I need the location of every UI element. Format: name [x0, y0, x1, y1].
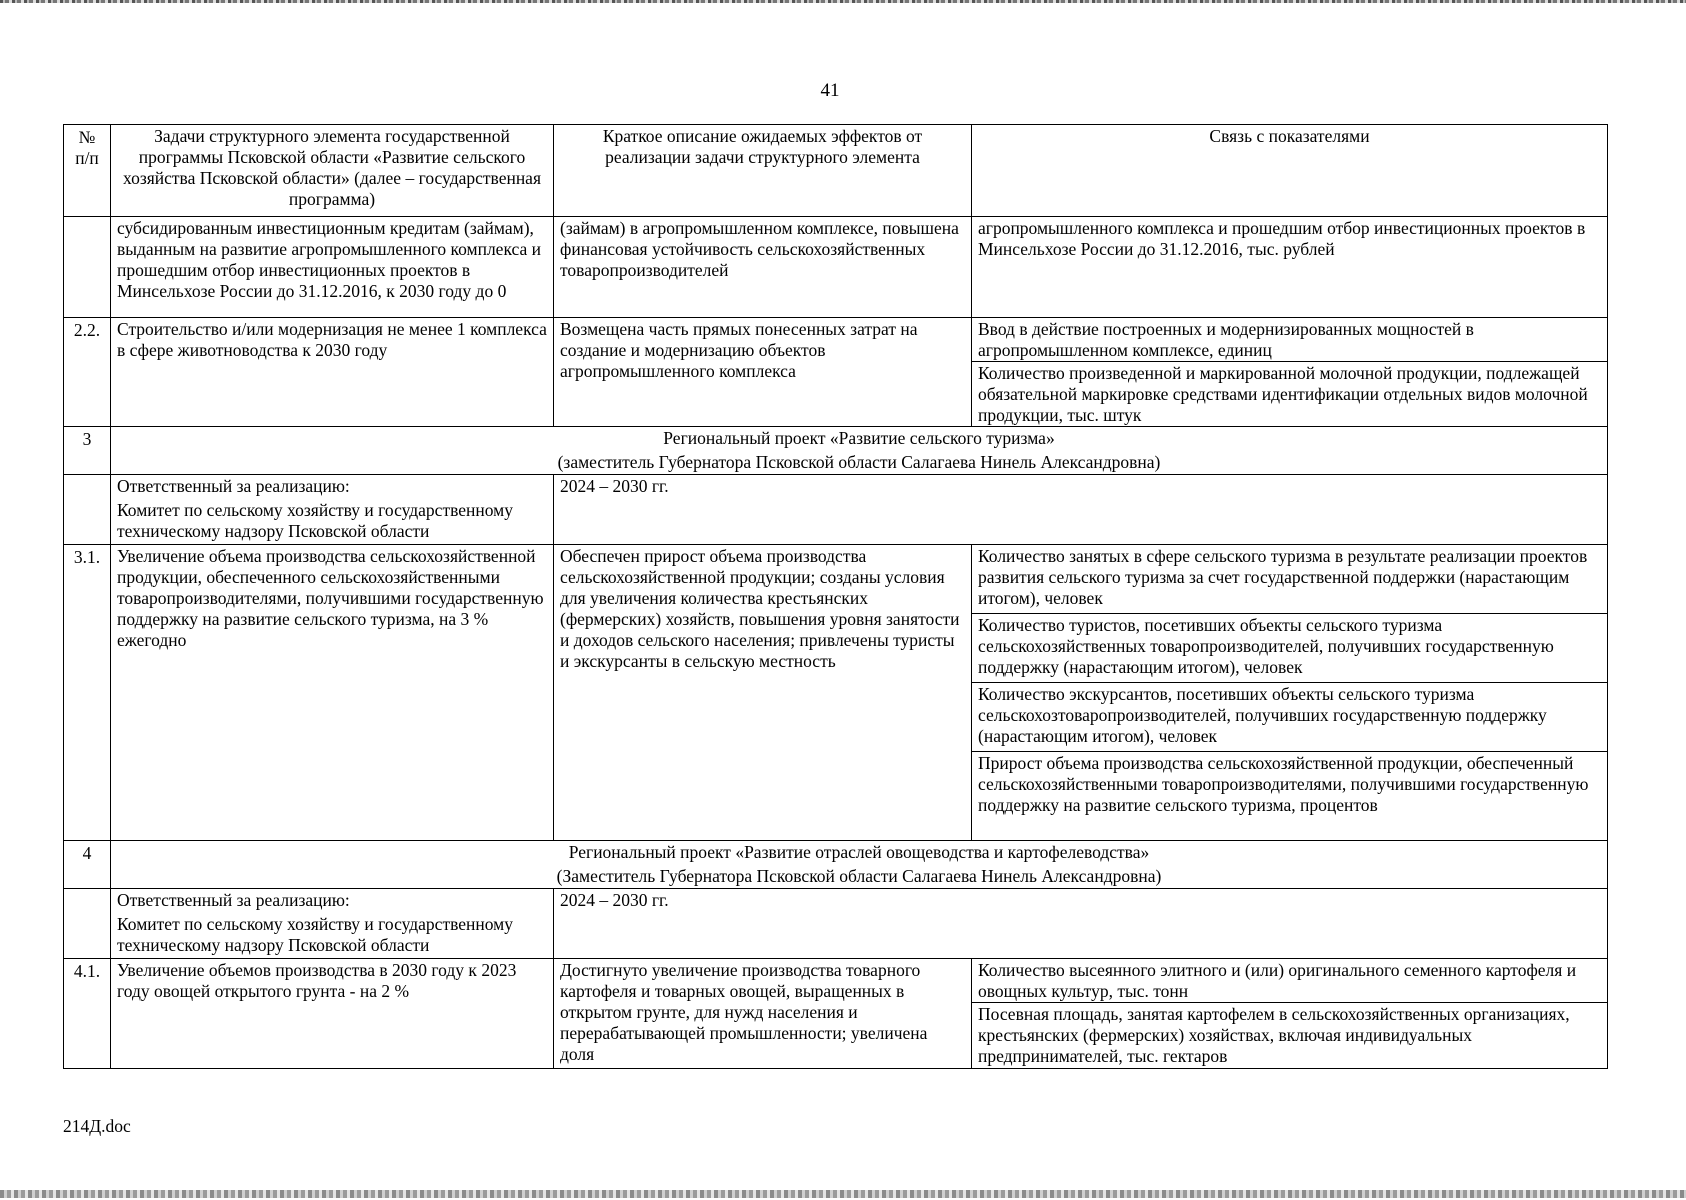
indicator-cell: Количество произведенной и маркированной молочной продукции, подлежащей обязательной маркировке средствами идентификации отдельных видов молочной продукции, тыс. штук: [972, 362, 1608, 427]
section-row: [64, 841, 1608, 889]
section-subtitle: (Заместитель Губернатора Псковской области Салагаева Нинель Александровна): [556, 866, 1162, 886]
responsible-value: Комитет по сельскому хозяйству и государственному техническому надзору Псковской области: [117, 500, 513, 541]
program-table: [63, 124, 1608, 1069]
row-num: [64, 889, 111, 959]
period-cell: 2024 – 2030 гг.: [554, 475, 1608, 545]
indicator-cell: Количество занятых в сфере сельского туризма в результате реализации проектов развития сельского туризма за счет государственной поддержки (нарастающим итогом), человек: [972, 545, 1608, 614]
task-cell: Увеличение объемов производства в 2030 году к 2023 году овощей открытого грунта - на 2 %: [111, 959, 554, 1069]
responsible-label: Ответственный за реализацию:: [117, 476, 350, 496]
footer-filename: 214Д.doc: [63, 1116, 131, 1136]
table-row: [64, 545, 1608, 614]
responsible-label: Ответственный за реализацию:: [117, 890, 350, 910]
row-num: [64, 475, 111, 545]
section-title: Региональный проект «Развитие сельского туризма»: [663, 428, 1055, 448]
effect-cell: Достигнуто увеличение производства товарного картофеля и товарных овощей, выращенных в открытом грунте, для нужд населения и перерабатывающей промышленности; увеличена доля: [554, 959, 972, 1069]
table-row: [64, 475, 1608, 545]
task-cell: субсидированным инвестиционным кредитам (займам), выданным на развитие агропромышленного комплекса и прошедшим отбор инвестиционных проектов в Минсельхозе России до 31.12.2016, к 2030 году до 0: [111, 217, 554, 318]
row-num: 3.1.: [64, 545, 111, 841]
row-num: [64, 217, 111, 318]
scan-artifact-bottom: [0, 1190, 1686, 1198]
table-row: [64, 318, 1608, 362]
indicator-cell: Ввод в действие построенных и модернизированных мощностей в агропромышленном комплексе, единиц: [972, 318, 1608, 362]
row-num: 2.2.: [64, 318, 111, 427]
indicator-cell: Прирост объема производства сельскохозяйственной продукции, обеспеченный сельскохозяйственными товаропроизводителями, получившими государственную поддержку на развитие сельского туризма, процентов: [972, 752, 1608, 841]
effect-cell: Обеспечен прирост объема производства сельскохозяйственной продукции; созданы условия для увеличения количества крестьянских (фермерских) хозяйств, повышения уровня занятости и доходов сельского населения; привлечены туристы и экскурсанты в сельскую местность: [554, 545, 972, 841]
table-row: [64, 959, 1608, 1003]
header-num: № п/п: [64, 125, 111, 217]
header-indicators: Связь с показателями: [972, 125, 1608, 217]
indicator-cell: Количество туристов, посетивших объекты сельского туризма сельскохозяйственных товаропроизводителей, получивших государственную поддержку (нарастающим итогом), человек: [972, 614, 1608, 683]
header-tasks: Задачи структурного элемента государственной программы Псковской области «Развитие сельского хозяйства Псковской области» (далее – государственная программа): [111, 125, 554, 217]
period-cell: 2024 – 2030 гг.: [554, 889, 1608, 959]
responsible-cell: [111, 889, 554, 959]
indicator-cell: Количество экскурсантов, посетивших объекты сельского туризма сельскохозтоваропроизводителей, получивших государственную поддержку (нарастающим итогом), человек: [972, 683, 1608, 752]
section-title-cell: [111, 427, 1608, 475]
indicator-cell: агропромышленного комплекса и прошедшим отбор инвестиционных проектов в Минсельхозе России до 31.12.2016, тыс. рублей: [972, 217, 1608, 318]
responsible-value: Комитет по сельскому хозяйству и государственному техническому надзору Псковской области: [117, 914, 513, 955]
section-title-cell: [111, 841, 1608, 889]
scan-artifact-top: [0, 0, 1686, 3]
responsible-cell: [111, 475, 554, 545]
table-row: [64, 889, 1608, 959]
section-num: 3: [64, 427, 111, 475]
indicator-cell: Посевная площадь, занятая картофелем в сельскохозяйственных организациях, крестьянских (фермерских) хозяйствах, включая индивидуальных предпринимателей, тыс. гектаров: [972, 1003, 1608, 1069]
row-num: 4.1.: [64, 959, 111, 1069]
section-title: Региональный проект «Развитие отраслей овощеводства и картофелеводства»: [568, 842, 1150, 862]
effect-cell: (займам) в агропромышленном комплексе, повышена финансовая устойчивость сельскохозяйственных товаропроизводителей: [554, 217, 972, 318]
table-header-row: [64, 125, 1608, 217]
indicator-cell: Количество высеянного элитного и (или) оригинального семенного картофеля и овощных культур, тыс. тонн: [972, 959, 1608, 1003]
section-row: [64, 427, 1608, 475]
page-number: 41: [820, 80, 840, 101]
section-subtitle: (заместитель Губернатора Псковской области Салагаева Нинель Александровна): [557, 452, 1161, 472]
task-cell: Строительство и/или модернизация не менее 1 комплекса в сфере животноводства к 2030 году: [111, 318, 554, 427]
header-effects: Краткое описание ожидаемых эффектов от реализации задачи структурного элемента: [554, 125, 972, 217]
effect-cell: Возмещена часть прямых понесенных затрат на создание и модернизацию объектов агропромышленного комплекса: [554, 318, 972, 427]
table-row: [64, 217, 1608, 318]
task-cell: Увеличение объема производства сельскохозяйственной продукции, обеспеченного сельскохозяйственными товаропроизводителями, получившими государственную поддержку на развитие сельского туризма, на 3 % ежегодно: [111, 545, 554, 841]
section-num: 4: [64, 841, 111, 889]
